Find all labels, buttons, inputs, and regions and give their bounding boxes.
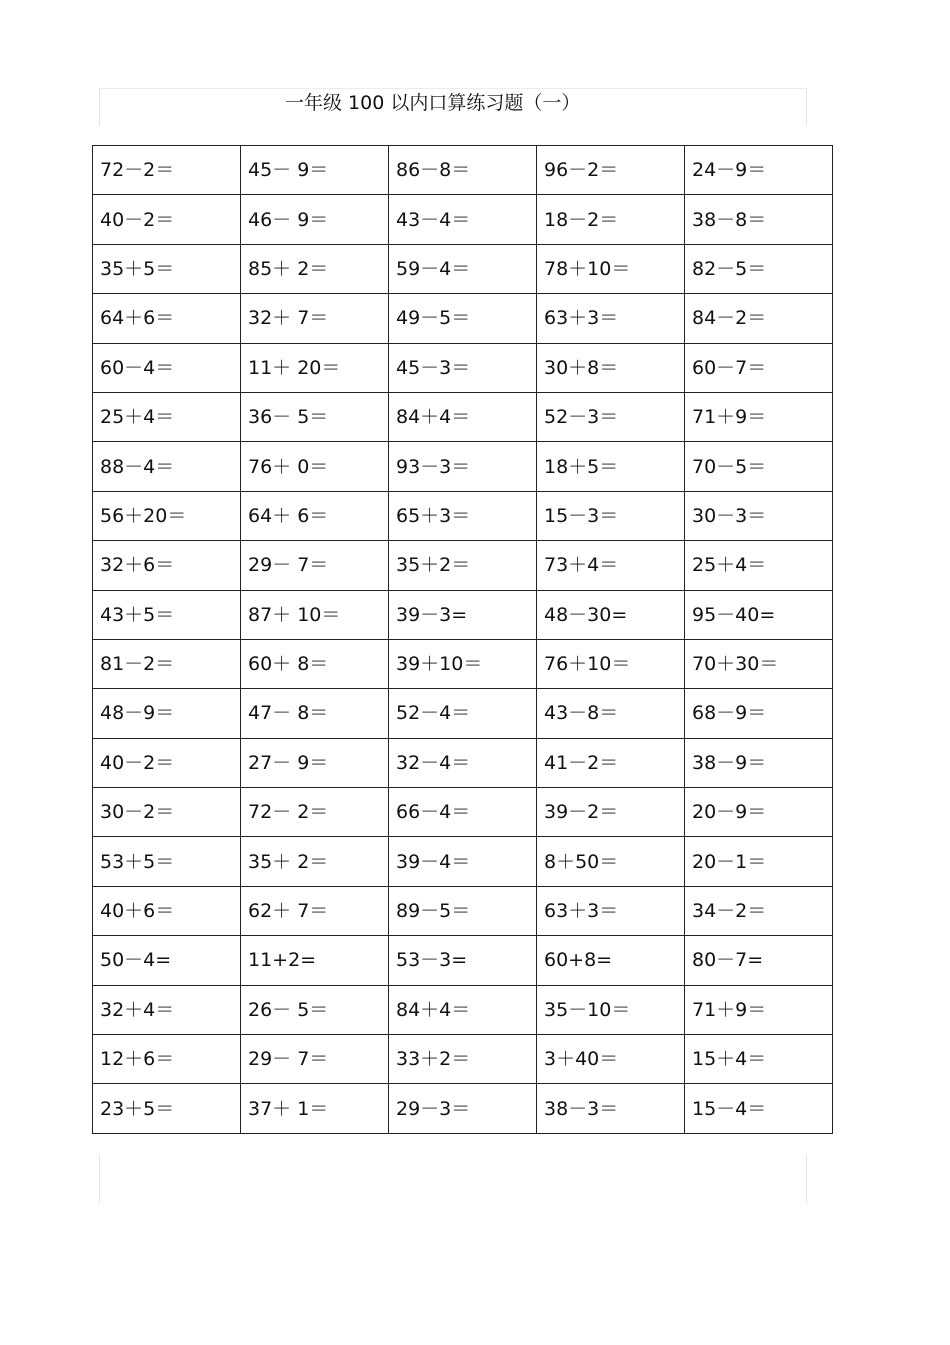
exercise-cell: 35＋ 2＝: [241, 837, 389, 886]
exercise-cell: 46－ 9＝: [241, 195, 389, 244]
exercise-cell: 29－ 7＝: [241, 1035, 389, 1084]
exercise-cell: 64＋6＝: [93, 294, 241, 343]
table-row: [93, 146, 833, 195]
exercise-cell: 43－4＝: [389, 195, 537, 244]
exercise-cell: 23＋5＝: [93, 1084, 241, 1133]
exercise-cell: 60－7＝: [685, 343, 833, 392]
exercise-cell: 32＋ 7＝: [241, 294, 389, 343]
exercise-cell: 68－9＝: [685, 689, 833, 738]
exercise-cell: 85＋ 2＝: [241, 244, 389, 293]
exercise-cell: 96－2＝: [537, 146, 685, 195]
exercise-cell: 26－ 5＝: [241, 985, 389, 1034]
exercise-cell: 11＋ 20＝: [241, 343, 389, 392]
table-row: [93, 343, 833, 392]
table-row: [93, 195, 833, 244]
exercise-cell: 87＋ 10＝: [241, 590, 389, 639]
table-row: [93, 1084, 833, 1133]
table-row: [93, 788, 833, 837]
exercise-cell: 30＋8＝: [537, 343, 685, 392]
exercise-table: [92, 145, 833, 1134]
exercise-cell: 56＋20＝: [93, 491, 241, 540]
exercise-cell: 27－ 9＝: [241, 738, 389, 787]
table-row: [93, 590, 833, 639]
table-row: [93, 442, 833, 491]
exercise-cell: 52－3＝: [537, 392, 685, 441]
table-row: [93, 244, 833, 293]
exercise-cell: 3＋40＝: [537, 1035, 685, 1084]
table-row: [93, 837, 833, 886]
exercise-cell: 47－ 8＝: [241, 689, 389, 738]
exercise-cell: 76＋10＝: [537, 639, 685, 688]
exercise-cell: 18＋5＝: [537, 442, 685, 491]
exercise-cell: 25＋4＝: [685, 541, 833, 590]
exercise-cell: 59－4＝: [389, 244, 537, 293]
exercise-cell: 43＋5＝: [93, 590, 241, 639]
exercise-cell: 84－2＝: [685, 294, 833, 343]
exercise-cell: 71＋9＝: [685, 985, 833, 1034]
table-row: [93, 689, 833, 738]
exercise-cell: 30－3＝: [685, 491, 833, 540]
exercise-cell: 30－2＝: [93, 788, 241, 837]
exercise-cell: 71＋9＝: [685, 392, 833, 441]
exercise-cell: 32＋6＝: [93, 541, 241, 590]
exercise-cell: 84＋4＝: [389, 985, 537, 1034]
exercise-cell: 82－5＝: [685, 244, 833, 293]
exercise-cell: 65＋3＝: [389, 491, 537, 540]
exercise-cell: 50－4=: [93, 936, 241, 985]
exercise-cell: 53－3=: [389, 936, 537, 985]
exercise-cell: 15＋4＝: [685, 1035, 833, 1084]
exercise-cell: 34－2＝: [685, 886, 833, 935]
exercise-cell: 20－1＝: [685, 837, 833, 886]
exercise-cell: 93－3＝: [389, 442, 537, 491]
exercise-cell: 60－4＝: [93, 343, 241, 392]
exercise-cell: 78＋10＝: [537, 244, 685, 293]
exercise-cell: 36－ 5＝: [241, 392, 389, 441]
page-title: 一年级 100 以内口算练习题（一）: [285, 92, 581, 114]
exercise-cell: 72－ 2＝: [241, 788, 389, 837]
exercise-cell: 33＋2＝: [389, 1035, 537, 1084]
exercise-cell: 39－3=: [389, 590, 537, 639]
exercise-cell: 73＋4＝: [537, 541, 685, 590]
exercise-cell: 63＋3＝: [537, 886, 685, 935]
exercise-cell: 72－2＝: [93, 146, 241, 195]
table-row: [93, 491, 833, 540]
exercise-cell: 63＋3＝: [537, 294, 685, 343]
exercise-cell: 15－3＝: [537, 491, 685, 540]
exercise-cell: 37＋ 1＝: [241, 1084, 389, 1133]
exercise-cell: 29－ 7＝: [241, 541, 389, 590]
exercise-cell: 39－2＝: [537, 788, 685, 837]
exercise-cell: 70－5＝: [685, 442, 833, 491]
exercise-cell: 60＋ 8＝: [241, 639, 389, 688]
exercise-cell: 70＋30＝: [685, 639, 833, 688]
exercise-cell: 15－4＝: [685, 1084, 833, 1133]
exercise-cell: 84＋4＝: [389, 392, 537, 441]
exercise-cell: 35＋5＝: [93, 244, 241, 293]
exercise-cell: 43－8＝: [537, 689, 685, 738]
exercise-cell: 8＋50＝: [537, 837, 685, 886]
table-row: [93, 936, 833, 985]
exercise-cell: 89－5＝: [389, 886, 537, 935]
exercise-cell: 95－40=: [685, 590, 833, 639]
exercise-cell: 48－30=: [537, 590, 685, 639]
exercise-cell: 38－3＝: [537, 1084, 685, 1133]
exercise-cell: 45－3＝: [389, 343, 537, 392]
page-frame-right-bottom: [806, 1155, 807, 1203]
exercise-cell: 45－ 9＝: [241, 146, 389, 195]
exercise-cell: 48－9＝: [93, 689, 241, 738]
exercise-cell: 40＋6＝: [93, 886, 241, 935]
exercise-cell: 40－2＝: [93, 195, 241, 244]
exercise-cell: 38－9＝: [685, 738, 833, 787]
exercise-cell: 49－5＝: [389, 294, 537, 343]
exercise-cell: 41－2＝: [537, 738, 685, 787]
page-frame-left-top: [99, 88, 100, 126]
exercise-cell: 66－4＝: [389, 788, 537, 837]
table-row: [93, 1035, 833, 1084]
exercise-table-body: [93, 146, 833, 1134]
table-row: [93, 738, 833, 787]
exercise-cell: 52－4＝: [389, 689, 537, 738]
exercise-cell: 11+2=: [241, 936, 389, 985]
exercise-cell: 53＋5＝: [93, 837, 241, 886]
page-frame-right-top: [806, 88, 807, 126]
exercise-cell: 39－4＝: [389, 837, 537, 886]
table-row: [93, 886, 833, 935]
exercise-cell: 32－4＝: [389, 738, 537, 787]
exercise-cell: 38－8＝: [685, 195, 833, 244]
page-frame-top: [99, 88, 807, 89]
exercise-cell: 12＋6＝: [93, 1035, 241, 1084]
table-row: [93, 294, 833, 343]
table-row: [93, 985, 833, 1034]
exercise-cell: 25＋4＝: [93, 392, 241, 441]
exercise-cell: 29－3＝: [389, 1084, 537, 1133]
exercise-cell: 80－7=: [685, 936, 833, 985]
exercise-cell: 18－2＝: [537, 195, 685, 244]
exercise-cell: 62＋ 7＝: [241, 886, 389, 935]
exercise-cell: 64＋ 6＝: [241, 491, 389, 540]
exercise-cell: 32＋4＝: [93, 985, 241, 1034]
exercise-cell: 20－9＝: [685, 788, 833, 837]
page-frame-left-bottom: [99, 1155, 100, 1203]
table-row: [93, 639, 833, 688]
exercise-cell: 40－2＝: [93, 738, 241, 787]
exercise-cell: 88－4＝: [93, 442, 241, 491]
exercise-cell: 60+8=: [537, 936, 685, 985]
exercise-cell: 35－10＝: [537, 985, 685, 1034]
exercise-cell: 24－9＝: [685, 146, 833, 195]
exercise-cell: 39＋10＝: [389, 639, 537, 688]
exercise-cell: 86－8＝: [389, 146, 537, 195]
table-row: [93, 392, 833, 441]
exercise-cell: 76＋ 0＝: [241, 442, 389, 491]
exercise-cell: 35＋2＝: [389, 541, 537, 590]
exercise-cell: 81－2＝: [93, 639, 241, 688]
table-row: [93, 541, 833, 590]
